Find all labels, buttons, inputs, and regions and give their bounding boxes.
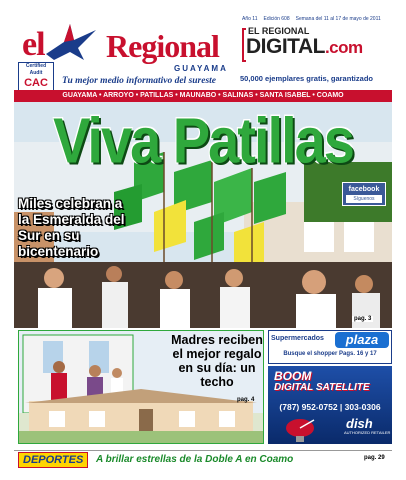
sports-page-ref: pag. 29 [364,455,385,461]
digital-top: EL REGIONAL [248,26,310,36]
digital-banner[interactable] [242,26,392,66]
newspaper-front-page [14,14,392,468]
logo-regional: Regional [106,28,219,64]
dish-logo: dish [346,416,373,431]
boom-phone: (787) 952-0752 | 303-0306 [279,402,381,412]
boom-satellite-ad[interactable] [268,366,392,444]
cac-seal [18,62,54,92]
towns-bar: GUAYAMA • ARROYO • PATILLAS • MAUNABO • SALINAS • SANTA ISABEL • COAMO [14,90,392,102]
issue-week: Semana del 11 al 17 de mayo de 2011 [295,16,381,22]
bird-logo-icon [40,20,100,64]
sports-label: DEPORTES [18,452,88,468]
issue-edition: Edición 608 [263,16,290,22]
facebook-badge[interactable] [342,182,386,206]
hero-section [14,102,392,328]
supermarket-ad[interactable] [268,330,392,364]
lower-section [14,328,392,446]
boom-subtitle: DIGITAL SATELLITE [274,382,370,393]
shopper-note: Busque el shopper Pags. 16 y 17 [283,351,377,357]
supermarket-label: Supermercados [271,335,324,342]
sports-strip[interactable] [14,450,392,468]
cac-top: Certified Audit [25,63,47,76]
hero-page-ref: pag. 3 [354,316,372,322]
circulation-claim: 50,000 ejemplares gratis, garantizado [240,74,373,83]
facebook-label: facebook [348,186,380,193]
ads-column [268,330,392,444]
digital-com: .com [324,38,363,57]
plaza-logo: plaza [335,332,389,348]
dish-subtitle: AUTHORIZED RETAILER [344,430,391,435]
main-headline: Viva Patillas [53,103,353,177]
facebook-sub: Síguenos [346,195,382,203]
logo-city: GUAYAMA [174,64,228,73]
tagline: Tu mejor medio informativo del sureste [62,76,217,86]
satellite-dish-icon [282,416,322,442]
cac-main: CAC [24,77,48,89]
logo-el: el [22,26,45,63]
bracket-decoration [242,28,246,62]
issue-info [242,16,392,22]
mothers-story[interactable] [18,330,264,444]
masthead [14,14,392,102]
hero-subhead: Miles celebran a la Esmeralda del Sur en su bicentenario [18,196,125,259]
sports-headline: A brillar estrellas de la Doble A en Coamo [96,454,294,465]
issue-year: Año 11 [242,16,258,22]
mothers-page-ref: pag. 4 [237,397,255,403]
boom-title: BOOM [274,369,312,383]
digital-big [242,36,392,59]
digital-word: DIGITAL [246,35,325,58]
mothers-headline: Madres reciben el mejor regalo en su día: un techo [171,333,263,389]
